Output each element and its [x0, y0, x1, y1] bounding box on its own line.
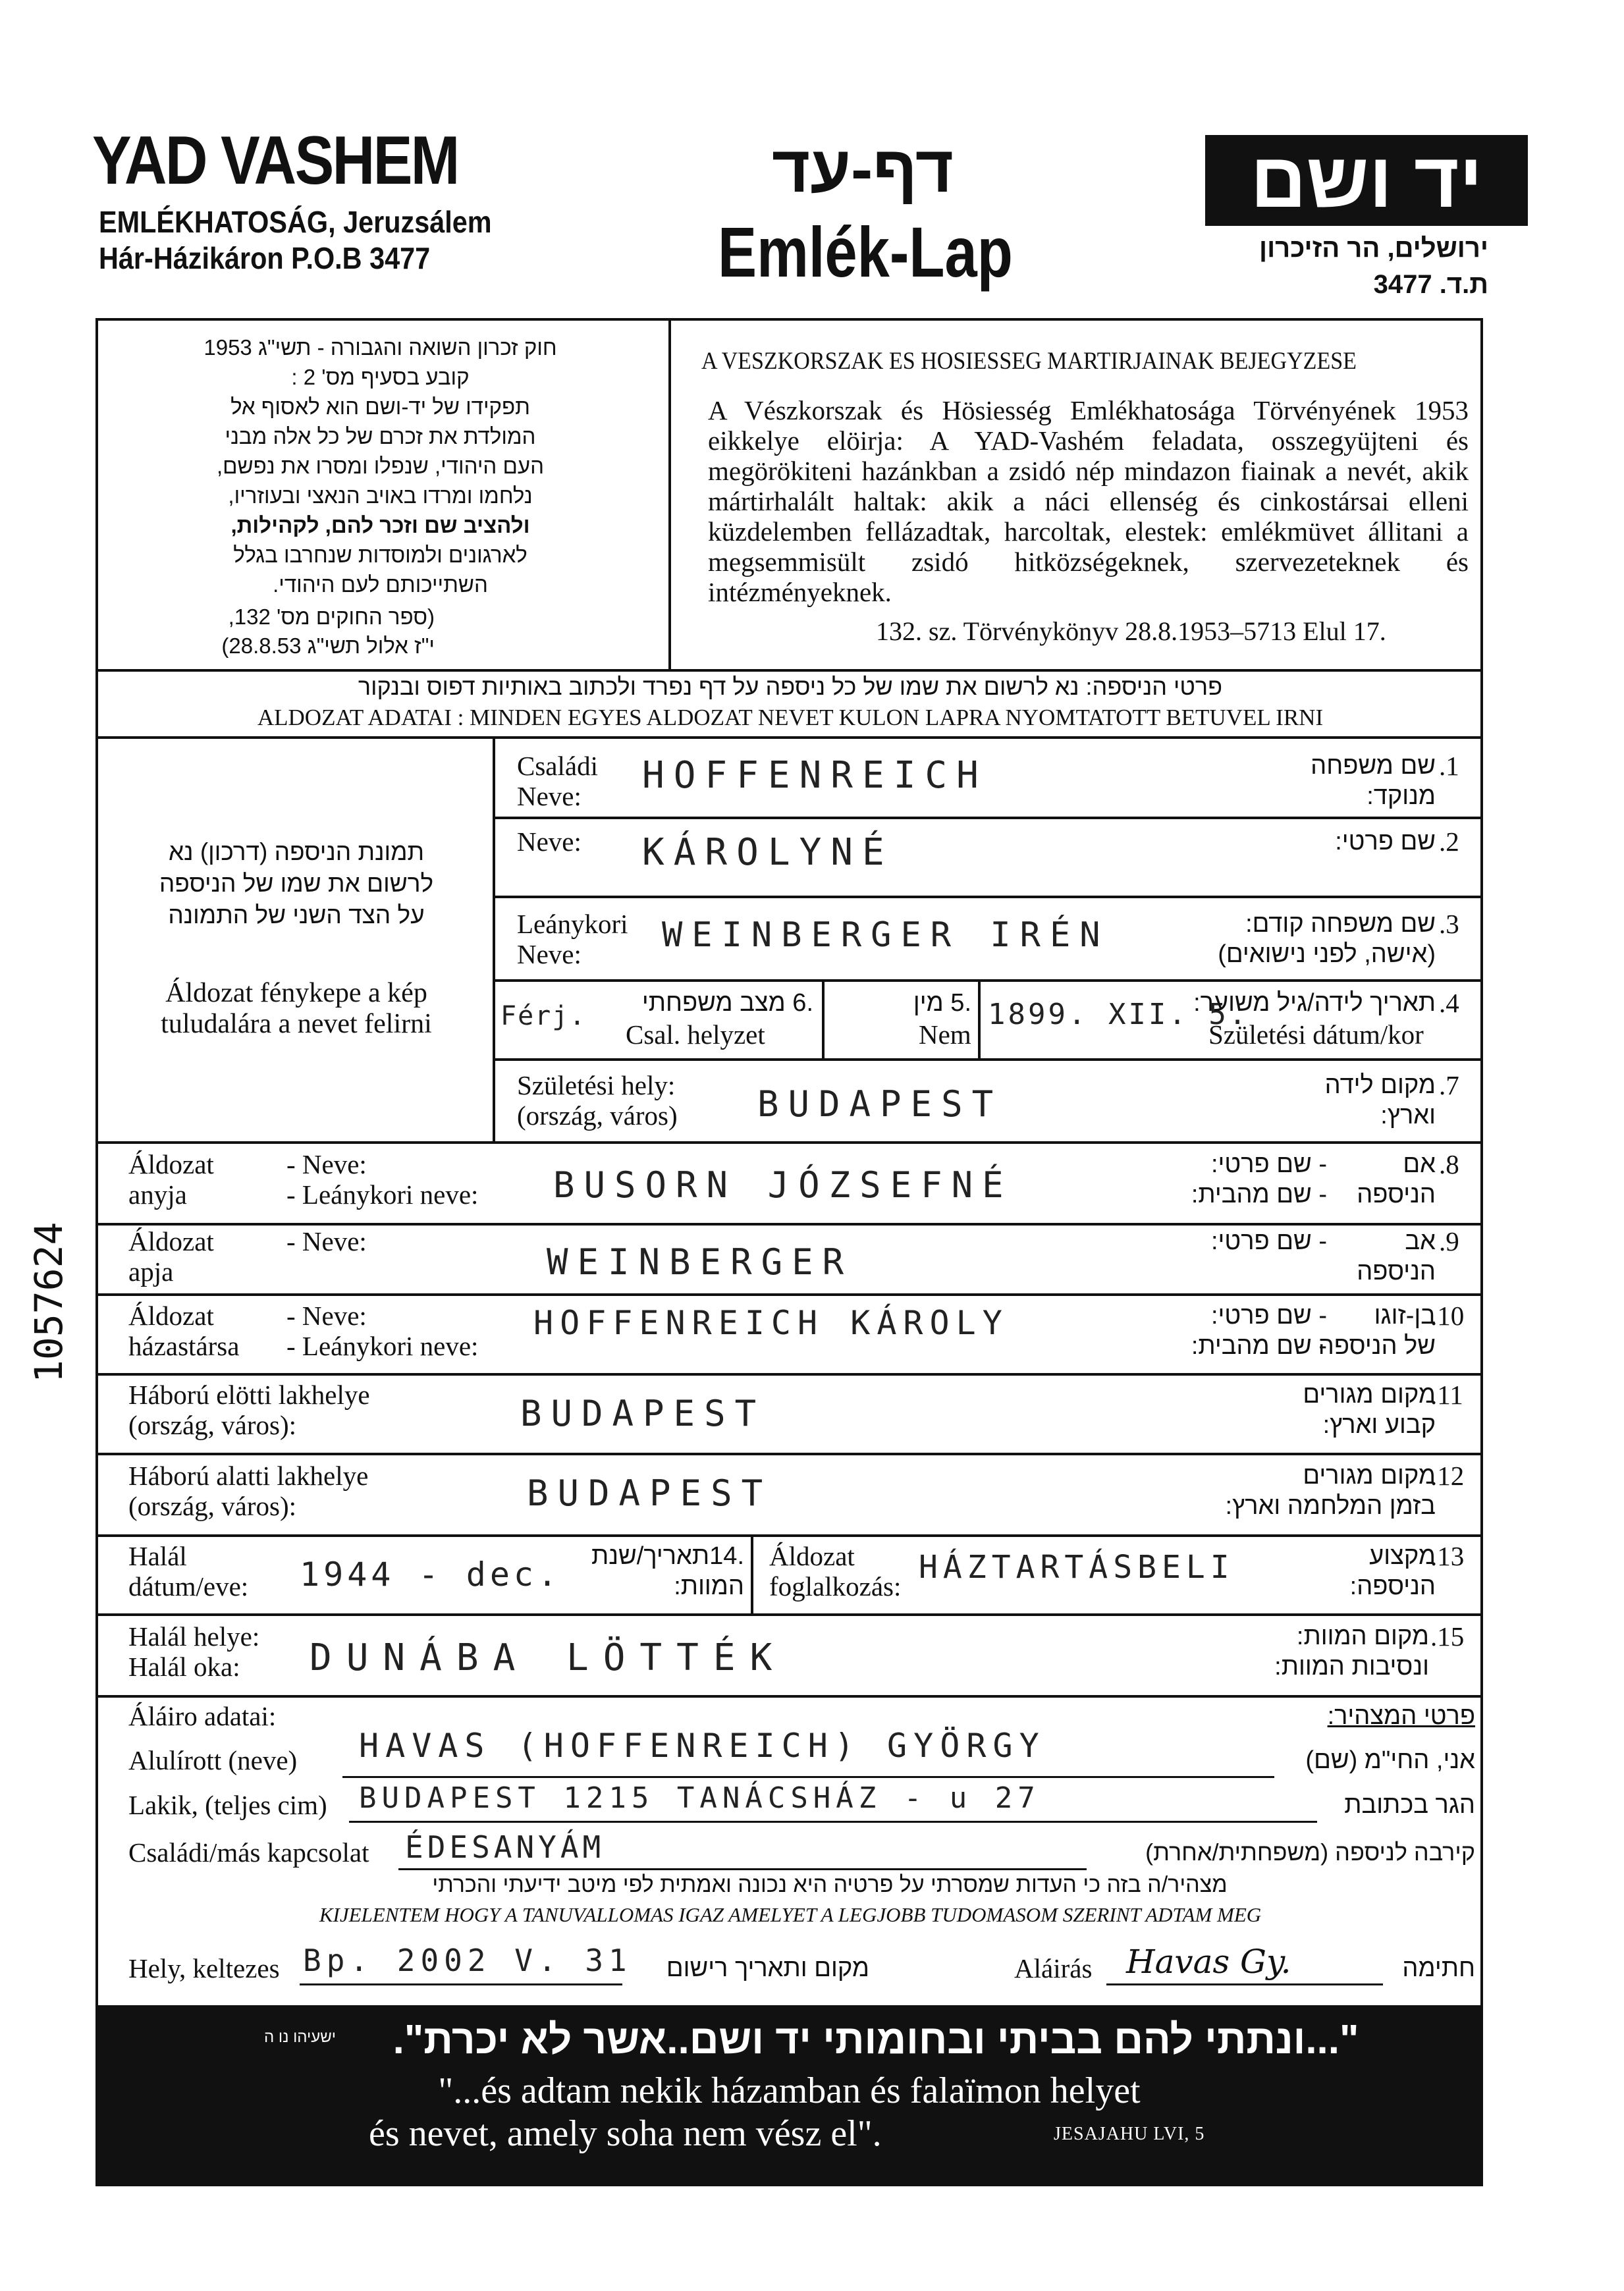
- f1-heb2: מנוקד:: [1367, 782, 1436, 810]
- f10-num: .10: [1430, 1301, 1465, 1331]
- f8-heb2: - שם מהבית:: [1191, 1181, 1327, 1208]
- f5-hu: Nem: [919, 1019, 971, 1050]
- f7-heb: [1159, 1070, 1436, 1131]
- f14-hu2: dátum/eve:: [128, 1571, 249, 1602]
- submitter-addr-heb: הגר בכתובת: [1344, 1791, 1475, 1819]
- submitter-name-heb: אני, החי"מ (שם): [1305, 1746, 1475, 1774]
- submitter-rel-heb: קירבה לניספה (משפחתית/אחרת): [1145, 1839, 1475, 1866]
- logo-hebrew: יד ושם: [1205, 135, 1528, 226]
- submitter-rel-line: [398, 1868, 1087, 1870]
- place-heb: מקום ותאריך רישום: [666, 1954, 869, 1982]
- f6-heb: [580, 988, 813, 1018]
- f11-value[interactable]: BUDAPEST: [520, 1393, 766, 1434]
- f10-hu-a: [128, 1301, 239, 1361]
- sign-heb: חתימה: [1402, 1954, 1475, 1982]
- submitter-addr-line: [349, 1821, 1317, 1823]
- f10-hu-a2: házastársa: [128, 1331, 240, 1361]
- instructions-hebrew: פרטי הניספה: נא לרשום את שמו של כל ניספה על דף נפרד ולכתוב באותיות דפוס ובנקור: [358, 673, 1223, 700]
- f14-heb2: המוות:: [674, 1573, 744, 1600]
- f7-value[interactable]: BUDAPEST: [757, 1083, 1003, 1125]
- law-hebrew-line: העם היהודי, שנפלו ומסרו את נפשם,: [216, 454, 544, 478]
- submitter-name-line: [342, 1776, 1274, 1778]
- f11-heb1: מקום מגורים: [1303, 1381, 1436, 1409]
- photo-hebrew: תמונת הניספה (דרכון) נא לרשום את שמו של הניספה על הצד השני של התמונה: [159, 838, 434, 929]
- f10-heb-a2: של הניספה: [1318, 1332, 1436, 1360]
- f4-value[interactable]: 1899. XII. 5.: [988, 998, 1249, 1031]
- f2-hu: Neve:: [517, 826, 582, 857]
- f8-heb-a1: אם: [1403, 1150, 1436, 1178]
- f4-hu: Születési dátum/kor: [1208, 1019, 1424, 1050]
- f9-heb-a: [1324, 1226, 1436, 1287]
- f8-heb-a2: הניספה: [1357, 1181, 1436, 1208]
- f9-hu-a: [128, 1226, 214, 1287]
- submitter-addr-value[interactable]: BUDAPEST 1215 TANÁCSHÁZ - u 27: [359, 1781, 1041, 1815]
- f3-hu1: Leánykori: [517, 909, 628, 939]
- f3-value[interactable]: WEINBERGER IRÉN: [662, 915, 1110, 955]
- f10-hu1: - Neve:: [286, 1301, 367, 1331]
- law-hu-title: A VESZKORSZAK ES HOSIESSEG MARTIRJAINAK BEJEGYZESE: [701, 348, 1357, 375]
- f12-hu: [128, 1461, 368, 1521]
- law-hebrew-line: קובע בסעיף מס' 2 :: [291, 365, 470, 389]
- submitter-title: Áláiro adatai:: [128, 1701, 277, 1731]
- f8-heb1: - שם פרטי:: [1211, 1150, 1327, 1178]
- law-hebrew-line: חוק זכרון השואה והגבורה - תשי"ג 1953: [203, 335, 557, 360]
- law-hebrew-line: ולהציב שם וזכר להם, לקהילות,: [230, 513, 530, 537]
- f8-hu-a: [128, 1149, 214, 1210]
- f6-hu: Csal. helyzet: [626, 1019, 765, 1050]
- f9-hu-a2: apja: [128, 1256, 174, 1287]
- footer-ref: JESAJAHU LVI, 5: [1054, 2124, 1205, 2144]
- declaration-hungarian: KIJELENTEM HOGY A TANUVALLOMAS IGAZ AMELYET A LEGJOBB TUDOMASOM SZERINT ADTAM MEG: [319, 1903, 1262, 1926]
- org-line2: Hár-Házikáron P.O.B 3477: [99, 241, 431, 275]
- f6-heb1: מצב משפחתי: [641, 989, 786, 1017]
- f9-heb-a1: אב: [1405, 1227, 1436, 1255]
- footer-hungarian-1: "...és adtam nekik házamban és falaïmon helyet: [438, 2070, 1141, 2111]
- f15-heb1: מקום המוות:: [1296, 1623, 1429, 1650]
- f8-hu-a1: Áldozat: [128, 1149, 214, 1179]
- law-hebrew-ref: [105, 603, 435, 660]
- f8-heb: [1087, 1149, 1327, 1210]
- f2-heb: שם פרטי:: [1335, 828, 1436, 855]
- f11-hu1: Háború elötti lakhelye: [128, 1380, 370, 1410]
- f13-hu1: Áldozat: [769, 1541, 855, 1571]
- f14-hu1: Halál: [128, 1541, 187, 1571]
- f10-value[interactable]: HOFFENREICH KÁROLY: [533, 1304, 1009, 1342]
- f1-hu1: Családi: [517, 751, 598, 781]
- submitter-rel-value[interactable]: ÉDESANYÁM: [405, 1829, 605, 1865]
- declaration-hebrew: מצהיר/ה בזה כי העדות שמסרתי על פרטיה היא נכונה ואמתית לפי מיטב ידיעתי והכרתי: [432, 1872, 1228, 1897]
- f15-num: .15: [1430, 1621, 1465, 1652]
- f8-hu: [286, 1149, 478, 1210]
- f12-hu2: (ország, város):: [128, 1491, 297, 1521]
- f10-heb2: - שם מהבית:: [1191, 1332, 1327, 1360]
- f10-hu-a1: Áldozat: [128, 1301, 214, 1331]
- address-hebrew-1: ירושלים, הר הזיכרון: [1259, 234, 1488, 263]
- f14-value[interactable]: 1944 - dec.: [300, 1555, 562, 1594]
- submitter-name-value[interactable]: HAVAS (HOFFENREICH) GYÖRGY: [359, 1727, 1046, 1765]
- f12-heb1: מקום מגורים: [1303, 1462, 1436, 1490]
- org-name: YAD VASHEM: [92, 122, 458, 199]
- place-line: [300, 1983, 622, 1985]
- f9-heb: - שם פרטי:: [1211, 1227, 1327, 1255]
- law-hebrew-line: השתייכותם לעם היהודי.: [273, 572, 488, 597]
- f15-hu1: Halál helye:: [128, 1621, 260, 1652]
- f9-hu-a1: Áldozat: [128, 1226, 214, 1256]
- f11-hu: [128, 1380, 370, 1440]
- f1-heb: [1159, 751, 1436, 811]
- f12-heb2: בזמן המלחמה וארץ:: [1225, 1492, 1436, 1520]
- law-hu-ref: 132. sz. Törvénykönyv 28.8.1953–5713 Elul 17.: [876, 616, 1386, 646]
- f5-heb: [830, 988, 971, 1018]
- f7-heb2: וארץ:: [1380, 1102, 1436, 1129]
- f13-heb: [1225, 1541, 1436, 1602]
- sign-line: [1106, 1983, 1383, 1985]
- f3-hu2: Neve:: [517, 939, 582, 969]
- place-value[interactable]: Bp. 2002 V. 31: [303, 1943, 632, 1978]
- f12-hu1: Háború alatti lakhelye: [128, 1461, 369, 1491]
- law-hebrew-ref-1: (ספר החוקים מס' 132,: [228, 605, 435, 629]
- f13-hu: [769, 1541, 901, 1602]
- f7-hu: [517, 1070, 678, 1131]
- f1-heb1: שם משפחה: [1311, 752, 1436, 780]
- f11-heb2: קבוע וארץ:: [1322, 1411, 1436, 1439]
- f15-hu2: Halál oka:: [128, 1652, 240, 1682]
- address-hebrew-2: ת.ד. 3477: [1373, 270, 1488, 299]
- law-hebrew-line: המולדת את זכרם של כל אלה מבני: [225, 424, 536, 448]
- submitter-addr-label: Lakik, (teljes cim): [128, 1790, 327, 1820]
- f8-hu2: - Leánykori neve:: [286, 1179, 479, 1210]
- f10-heb-a1: בן-זוגו: [1374, 1302, 1436, 1330]
- law-hebrew: [105, 333, 655, 599]
- f5-heb1: מין: [913, 989, 944, 1017]
- f6-value[interactable]: Férj.: [501, 1001, 587, 1031]
- f3-heb2: (אישה, לפני נישואים): [1218, 940, 1436, 968]
- f13-value[interactable]: HÁZTARTÁSBELI: [919, 1549, 1235, 1586]
- f15-value[interactable]: DUNÁBA LÖTTÉK: [310, 1636, 787, 1679]
- f5-num: .5: [950, 989, 971, 1017]
- title-hebrew: דף-עד: [771, 132, 954, 206]
- f9-num: .9: [1439, 1226, 1459, 1256]
- law-hebrew-line: תפקידו של יד-ושם הוא לאסוף אל: [230, 394, 530, 419]
- f3-num: .3: [1439, 909, 1459, 939]
- f8-hu1: - Neve:: [286, 1149, 367, 1179]
- title-hungarian: Emlék-Lap: [718, 212, 1013, 292]
- f2-num: .2: [1439, 826, 1459, 857]
- f7-hu2: (ország, város): [517, 1100, 678, 1131]
- f4-heb: תאריך לידה/גיל משוער:: [1193, 989, 1436, 1017]
- place-label: Hely, keltezes: [128, 1953, 280, 1983]
- f4-num: .4: [1439, 988, 1459, 1018]
- f15-heb: [1152, 1621, 1429, 1682]
- f7-hu1: Születési hely:: [517, 1070, 676, 1100]
- f10-heb: [1087, 1301, 1327, 1361]
- f3-hu: [517, 909, 628, 969]
- f7-num: .7: [1439, 1070, 1459, 1100]
- f15-heb2: ונסיבות המוות:: [1274, 1653, 1429, 1681]
- f14-heb1: תאריך/שנת: [591, 1542, 710, 1570]
- f3-heb: [1159, 909, 1436, 969]
- f9-heb-a2: הניספה: [1357, 1258, 1436, 1285]
- law-hebrew-ref-2: י"ז אלול תשי"ג 28.8.53): [221, 633, 435, 658]
- f10-hu: [286, 1301, 478, 1361]
- f1-hu2: Neve:: [517, 781, 582, 811]
- f2-value[interactable]: KÁROLYNÉ: [642, 831, 894, 874]
- footer-hebrew: "...ונתתי להם בביתי ובחומותי יד ושם..אשר לא יכרת".: [392, 2017, 1359, 2062]
- footer-hebrew-ref: ישעיהו נו ה: [263, 2028, 336, 2046]
- instructions-hungarian: ALDOZAT ADATAI : MINDEN EGYES ALDOZAT NEVET KULON LAPRA NYOMTATOTT BETUVEL IRNI: [257, 705, 1324, 730]
- sign-label: Aláirás: [1014, 1953, 1093, 1983]
- f8-hu-a2: anyja: [128, 1179, 187, 1210]
- submitter-title-heb: פרטי המצהיר:: [1327, 1702, 1475, 1730]
- f14-hu: [128, 1541, 248, 1602]
- org-line1: EMLÉKHATOSÁG, Jeruzsálem: [99, 205, 492, 239]
- f8-value[interactable]: BUSORN JÓZSEFNÉ: [553, 1164, 1013, 1206]
- f8-heb-a: [1324, 1149, 1436, 1210]
- f1-value[interactable]: HOFFENREICH: [642, 754, 988, 797]
- f13-heb2: הניספה:: [1349, 1573, 1436, 1600]
- f12-heb: [1152, 1461, 1436, 1521]
- f13-num: .13: [1430, 1541, 1465, 1571]
- f13-hu2: foglalkozás:: [769, 1571, 902, 1602]
- margin-archive-number: 1057624: [26, 1222, 71, 1383]
- f6-num: .6: [792, 989, 813, 1017]
- f14-heb: [540, 1541, 744, 1602]
- f15-hu: [128, 1621, 259, 1682]
- f9-value[interactable]: WEINBERGER: [547, 1241, 853, 1283]
- submitter-rel-label: Családi/más kapcsolat: [128, 1837, 369, 1868]
- f11-hu2: (ország, város):: [128, 1410, 297, 1440]
- sign-value[interactable]: Havas Gy.: [1126, 1943, 1291, 1981]
- f11-heb: [1152, 1380, 1436, 1440]
- f10-heb1: - שם פרטי:: [1211, 1302, 1327, 1330]
- footer-hungarian-2: és nevet, amely soha nem vész el".: [369, 2113, 882, 2154]
- f11-num: .11: [1430, 1380, 1463, 1410]
- f14-num: .14: [709, 1542, 744, 1570]
- f3-heb1: שם משפחה קודם:: [1245, 910, 1436, 938]
- f10-heb-a: [1314, 1301, 1436, 1361]
- f7-heb1: מקום לידה: [1324, 1071, 1436, 1099]
- law-hebrew-line: נלחמו ומרדו באויב הנאצי ובעוזריו,: [228, 483, 533, 508]
- law-hebrew-line: לארגונים ולמוסדות שנחרבו בגלל: [233, 543, 528, 567]
- f13-heb1: מקצוע: [1369, 1542, 1436, 1570]
- f12-value[interactable]: BUDAPEST: [527, 1472, 772, 1514]
- submitter-name-label: Alulírott (neve): [128, 1745, 298, 1775]
- photo-hungarian: Áldozat fénykepe a kép tuludalára a nevet felirni: [161, 978, 432, 1039]
- f1-num: .1: [1439, 751, 1459, 781]
- f12-num: .12: [1430, 1461, 1465, 1491]
- f1-hu: [517, 751, 598, 811]
- f9-hu: - Neve:: [286, 1226, 367, 1256]
- law-hu-text: A Vészkorszak és Hösiesség Emlékhatosága Törvényének 1953 eikkelye elöirja: A YAD-Vashém feladata, osszegyüjteni és megörökiteni hazánkban a zsidó nép mindazon fiainak a nevét, akik mártirhalált haltak: akik a náci ellenség és cinkostársai elleni küzdelemben fellázadtak, harcoltak, elestek: emlékmüvet állitani a megsemmisült zsidó hitközségeknek, szervezeteknek és intézményeknek.: [708, 395, 1469, 607]
- f8-num: .8: [1439, 1149, 1459, 1179]
- f10-hu2: - Leánykori neve:: [286, 1331, 479, 1361]
